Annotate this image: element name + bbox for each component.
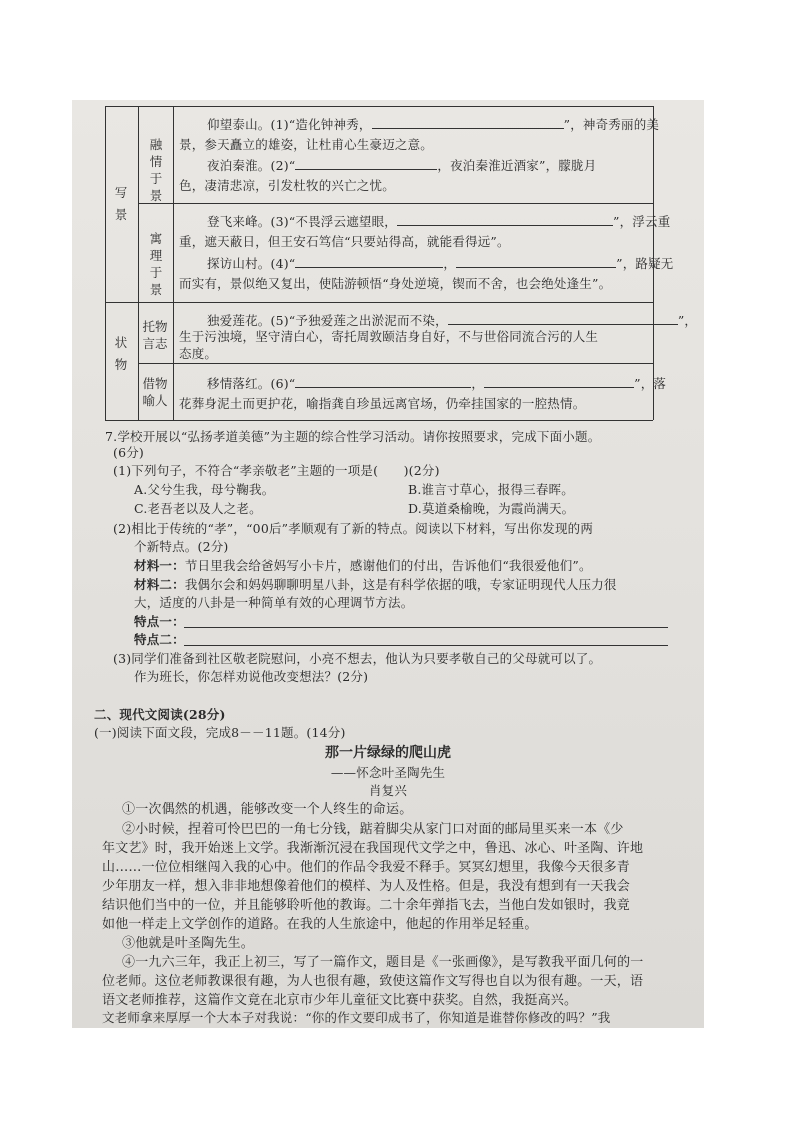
row1-line2: 景，参天矗立的雄姿，让杜甫心生豪迈之意。 (179, 137, 434, 152)
article-author: 肖复兴 (368, 783, 408, 798)
section-instruction: (一)阅读下面文段，完成8－－11题。(14分) (94, 725, 346, 740)
paragraph-2-line3: 山……一位位相继闯入我的心中。他们的作品令我爱不释手。冥冥幻想里，我像今天很多青 (102, 860, 631, 875)
material-2: 材料二：我偶尔会和妈妈聊聊明星八卦，这是有科学依据的哦，专家证明现代人压力很 (134, 577, 617, 592)
answer-blank-2[interactable] (295, 157, 437, 170)
paragraph-4-line4: 文老师拿来厚厚一个大本子对我说：“你的作文要印成书了，你知道是谁替你修改的吗？”我 (102, 1010, 611, 1025)
subcategory-2: 寓理于景 (149, 231, 163, 297)
row5-line3: 态度。 (179, 346, 218, 361)
subcategory-1: 融情于景 (149, 137, 163, 203)
row2-line2: 色，凄清悲凉，引发杜牧的兴亡之忧。 (179, 178, 395, 193)
feature-1-answer-line[interactable] (184, 627, 668, 628)
paragraph-2-line6: 如他一样走上文学创作的道路。在我的人生旅途中，他起的作用举足轻重。 (102, 917, 538, 932)
article-title: 那一片绿绿的爬山虎 (325, 745, 451, 761)
q7-stem: 7.学校开展以“弘扬孝道美德”为主题的综合性学习活动。请你按照要求，完成下面小题。 (105, 429, 601, 444)
option-c[interactable]: C.老吾老以及人之老。 (134, 501, 262, 516)
row4-line2: 而实有，景似绝又复出，使陆游顿悟“身处逆境，锲而不舍，也会绝处逢生”。 (179, 276, 612, 291)
row3-line1: 登飞来峰。(3)“不畏浮云遮望眼， ”，浮云重 (207, 214, 671, 229)
feature-2-label: 特点二： (134, 632, 185, 647)
material-2-cont: 大，适度的八卦是一种简单有效的心理调节方法。 (134, 595, 414, 610)
row3-line2: 重，遮天蔽日，但王安石笃信“只要站得高，就能看得远”。 (179, 234, 510, 249)
option-a[interactable]: A.父兮生我，母兮鞠我。 (134, 482, 275, 497)
answer-blank-5[interactable] (448, 312, 678, 325)
scanned-page (72, 100, 704, 1028)
answer-blank-4a[interactable] (295, 255, 443, 268)
row1-line1: 仰望泰山。(1)“造化钟神秀， ”，神奇秀丽的美 (207, 117, 660, 132)
paragraph-4-line2: 位老师。这位老师教课很有趣，为人也很有趣，致使这篇作文写得也自以为很有趣。一天，语 (102, 974, 644, 989)
paragraph-2-line1: ②小时候，捏着可怜巴巴的一角七分钱，踮着脚尖从家门口对面的邮局里买来一本《少 (122, 822, 624, 837)
q7-3-stem: (3)同学们准备到社区敬老院慰问，小亮不想去，他认为只要孝敬自己的父母就可以了。 (113, 651, 602, 666)
paragraph-1: ①一次偶然的机遇，能够改变一个人终生的命运。 (122, 802, 413, 817)
subcategory-4: 借物喻人 (142, 376, 168, 408)
q7-1-stem: (1)下列句子，不符合“孝亲敬老”主题的一项是( )(2分) (113, 463, 440, 478)
paragraph-4-line1: ④一九六三年，我正上初三，写了一篇作文，题目是《一张画像》，是写教我平面几何的一 (122, 955, 644, 970)
row6-line1: 移情落红。(6)“ ， ”，落 (207, 376, 667, 391)
table-left-border (105, 106, 106, 420)
section-heading: 二、现代文阅读(28分) (94, 707, 226, 722)
row5-line1: 独爱莲花。(5)“予独爱莲之出淤泥而不染， ”， (207, 313, 698, 328)
q7-2-stem: (2)相比于传统的“孝”，“00后”孝顺观有了新的特点。阅读以下材料，写出你发现的两 (113, 521, 594, 536)
paragraph-2-line2: 年文艺》时，我开始迷上文学。我渐渐沉浸在我国现代文学之中，鲁迅、冰心、叶圣陶、许地 (102, 841, 644, 856)
category-object: 状物 (114, 335, 128, 372)
table-top-border (105, 106, 653, 107)
answer-blank-6a[interactable] (295, 375, 471, 388)
column-divider (138, 106, 139, 420)
table-bottom-border (105, 420, 653, 421)
subcategory-3: 托物言志 (142, 319, 168, 351)
q7-points: (6分) (113, 445, 145, 460)
feature-2-answer-line[interactable] (184, 645, 668, 646)
q7-2-stem-cont: 个新特点。(2分) (134, 539, 229, 554)
answer-blank-3[interactable] (397, 213, 613, 226)
option-d[interactable]: D.莫道桑榆晚，为霞尚满天。 (408, 501, 575, 516)
paragraph-2-line5: 结识他们当中的一位，并且能够聆听他的教诲。二十余年弹指飞去，当他白发如银时，我竟 (102, 898, 631, 913)
paragraph-3: ③他就是叶圣陶先生。 (122, 936, 255, 951)
paragraph-2-line4: 少年朋友一样，想入非非地想像着他们的模样、为人及性格。但是，我没有想到有一天我会 (102, 879, 631, 894)
paragraph-4-line3: 语文老师推荐，这篇作文竟在北京市少年儿童征文比赛中获奖。自然，我挺高兴。 (102, 993, 578, 1008)
q7-3-stem-cont: 作为班长，你怎样劝说他改变想法？(2分) (134, 669, 369, 684)
row-divider (105, 302, 653, 303)
option-b[interactable]: B.谁言寸草心，报得三春晖。 (408, 482, 574, 497)
material-1: 材料一：节日里我会给爸妈写小卡片，感谢他们的付出，告诉他们“我很爱他们”。 (134, 558, 592, 573)
article-subtitle: ——怀念叶圣陶先生 (330, 765, 446, 780)
answer-blank-6b[interactable] (484, 375, 634, 388)
row5-line2: 生于污浊境，坚守清白心，寄托周敦颐洁身自好，不与世俗同流合污的人生 (179, 329, 599, 344)
column-divider (173, 106, 174, 420)
feature-1-label: 特点一： (134, 614, 185, 629)
row-divider (138, 363, 653, 364)
row4-line1: 探访山村。(4)“ ， ”，路疑无 (207, 256, 674, 271)
answer-blank-4b[interactable] (456, 255, 616, 268)
row2-line1: 夜泊秦淮。(2)“ ，夜泊秦淮近酒家”，朦胧月 (207, 158, 597, 173)
row6-line2: 花葬身泥土而更护花，喻指龚自珍虽远离官场，仍牵挂国家的一腔热情。 (179, 396, 586, 411)
answer-blank-1[interactable] (372, 116, 564, 129)
row-divider (138, 203, 653, 204)
category-scenery: 写景 (114, 185, 128, 222)
